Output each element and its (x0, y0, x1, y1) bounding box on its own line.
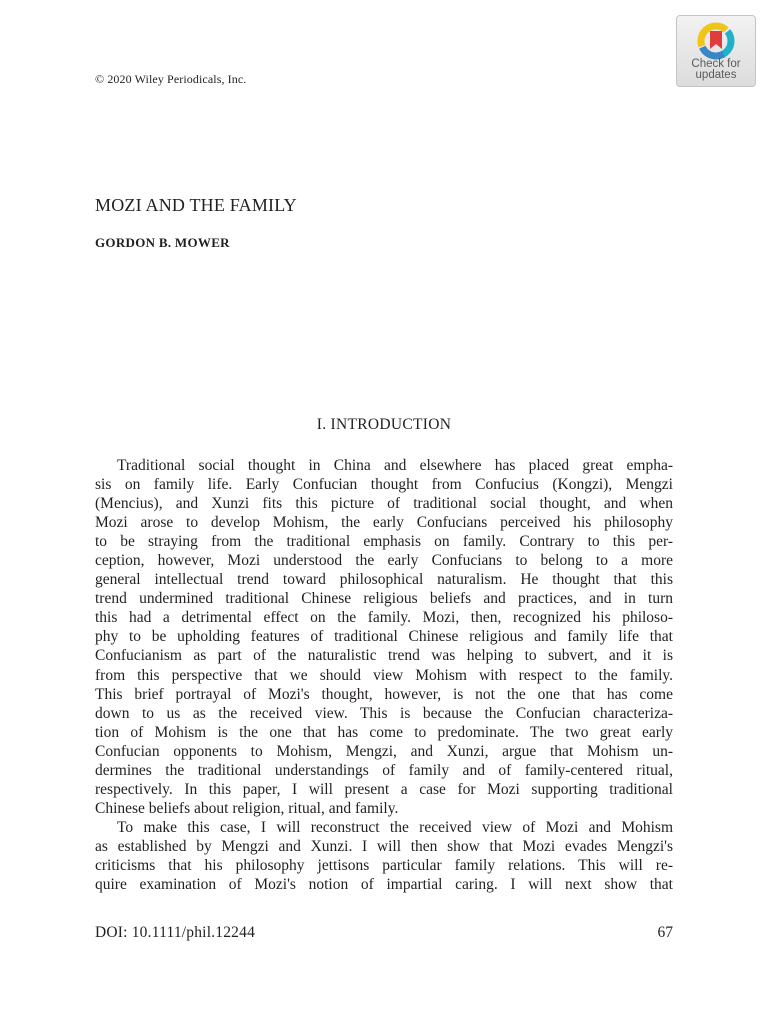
body-line: This brief portrayal of Mozi's thought, however, is not the one that has come (95, 685, 673, 703)
copyright-notice: © 2020 Wiley Periodicals, Inc. (95, 72, 247, 86)
body-line: this had a detrimental effect on the family. Mozi, then, recognized his philoso- (95, 609, 673, 627)
body-line: To make this case, I will reconstruct the received view of Mozi and Mohism (117, 818, 673, 836)
doi-footer: DOI: 10.1111/phil.12244 (95, 924, 256, 941)
body-text (95, 456, 673, 894)
body-line: as established by Mengzi and Xunzi. I will then show that Mozi evades Mengzi's (95, 837, 673, 855)
body-line: ception, however, Mozi understood the early Confucians to belong to a more (95, 552, 673, 570)
section-heading: I. INTRODUCTION (316, 416, 452, 433)
check-for-updates-badge[interactable] (676, 15, 756, 87)
body-line: Confucianism as part of the naturalistic trend was helping to subvert, and it is (95, 647, 673, 665)
body-line: from this perspective that we should view Mohism with respect to the family. (95, 666, 673, 684)
body-line: criticisms that his philosophy jettisons particular family relations. This will re- (95, 856, 673, 874)
article-author: GORDON B. MOWER (95, 235, 230, 250)
body-line: to be straying from the traditional emphasis on family. Contrary to this per- (95, 533, 673, 551)
article-title: MOZI AND THE FAMILY (95, 195, 297, 215)
body-line: dermines the traditional understandings of family and of family-centered ritual, (95, 761, 673, 779)
page-number: 67 (657, 924, 673, 941)
badge-line-2: updates (695, 69, 737, 81)
body-line: phy to be upholding features of traditional Chinese religious and family life that (95, 628, 673, 646)
body-line: respectively. In this paper, I will present a case for Mozi supporting traditional (95, 780, 673, 798)
body-line: Mozi arose to develop Mohism, the early Confucians perceived his philosophy (95, 514, 673, 532)
check-for-updates-icon (696, 21, 736, 61)
body-line: Confucian opponents to Mohism, Mengzi, and Xunzi, argue that Mohism un- (95, 742, 673, 760)
body-line: tion of Mohism is the one that has come to predominate. The two great early (95, 723, 673, 741)
check-for-updates-label (677, 59, 755, 81)
body-line: down to us as the received view. This is because the Confucian characteriza- (95, 704, 673, 722)
badge-line-1: Check for (691, 58, 741, 70)
body-line: trend undermined traditional Chinese religious beliefs and practices, and in turn (95, 590, 673, 608)
body-line: sis on family life. Early Confucian thought from Confucius (Kongzi), Mengzi (95, 476, 673, 494)
body-line: Chinese beliefs about religion, ritual, and family. (95, 799, 399, 817)
body-line: Traditional social thought in China and elsewhere has placed great empha- (117, 457, 673, 474)
body-line: quire examination of Mozi's notion of impartial caring. I will next show that (95, 876, 673, 894)
body-line: general intellectual trend toward philosophical naturalism. He thought that this (95, 571, 673, 589)
body-line: (Mencius), and Xunzi fits this picture of traditional social thought, and when (95, 495, 673, 513)
